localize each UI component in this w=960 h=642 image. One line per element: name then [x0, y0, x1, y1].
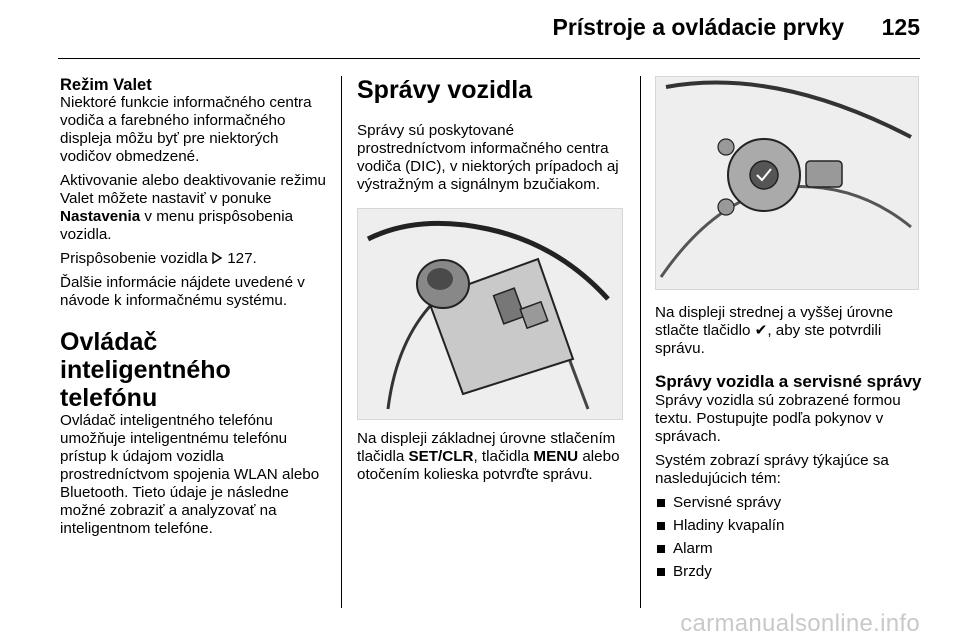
phone-heading: Ovládač inteligentného telefónu — [60, 328, 231, 412]
list-item: Servisné správy — [655, 494, 923, 512]
valet-paragraph-3 — [60, 250, 330, 268]
settings-term: Nastavenia — [60, 208, 141, 225]
turn-signal-lever-illustration — [357, 208, 623, 420]
header-rule — [58, 58, 920, 59]
topic-list — [655, 494, 923, 581]
vm-p2-post: alebo otočením kolieska potvrďte správu. — [357, 448, 620, 483]
menu-term: MENU — [533, 448, 579, 465]
valet-p3-pre: Prispôsobenie vozidla — [60, 250, 212, 267]
arrow-ref-icon — [212, 250, 223, 267]
column-right — [655, 76, 923, 586]
column-left — [60, 76, 330, 544]
setclr-term: SET/CLR — [408, 448, 474, 465]
valet-p2-pre: Aktivovanie alebo deaktivovanie režimu Valet môžete nastaviť v ponuke — [60, 172, 326, 207]
page-number: 125 — [881, 14, 920, 40]
valet-paragraph-2 — [60, 172, 330, 244]
list-item: Alarm — [655, 540, 923, 558]
column-middle — [357, 76, 627, 490]
list-item: Brzdy — [655, 563, 923, 581]
list-item: Hladiny kvapalín — [655, 517, 923, 535]
vehicle-service-paragraph-2: Systém zobrazí správy týkajúce sa nasledujúcich tém: — [655, 452, 889, 487]
phone-paragraph-1: Ovládač inteligentného telefónu umožňuje inteligentnému telefónu prístup k údajom vozidla prostredníctvom spojenia WLAN alebo Bluetooth. Tieto údaje je následne možné zobraziť a analyzovať na inteligentnom telefóne. — [60, 412, 320, 537]
confirm-pre: Na displeji strednej a vyššej úrovne stlačte tlačidlo — [655, 304, 894, 339]
header-title: Prístroje a ovládacie prvky — [552, 14, 844, 40]
column-divider-1 — [341, 76, 342, 608]
steering-wheel-controls-illustration — [655, 76, 919, 290]
page-reference[interactable]: 127. — [227, 250, 257, 267]
check-icon: ✔ — [754, 322, 768, 339]
vehicle-service-paragraph-1: Správy vozidla sú zobrazené formou textu. Postupujte podľa pokynov v správach. — [655, 392, 901, 445]
valet-paragraph-1: Niektoré funkcie informačného centra vodiča a farebného informačného displeja môžu byť pre niektorých vodičov obmedzené. — [60, 94, 312, 165]
confirm-post: , aby ste potvrdili správu. — [655, 322, 882, 357]
vehicle-service-heading: Správy vozidla a servisné správy — [655, 372, 922, 391]
watermark: carmanualsonline.info — [680, 610, 920, 637]
vehicle-messages-paragraph-1: Správy sú poskytované prostredníctvom informačného centra vodiča (DIC), v niektorých prípadoch aj výstražným a signálnym bzučiakom. — [357, 122, 619, 193]
column-divider-2 — [640, 76, 641, 608]
valet-paragraph-4: Ďalšie informácie nájdete uvedené v návode k informačnému systému. — [60, 274, 305, 309]
valet-p2-post: v menu prispôsobenia vozidla. — [60, 208, 294, 243]
vehicle-messages-paragraph-2 — [357, 430, 627, 484]
valet-heading: Režim Valet — [60, 76, 152, 94]
vm-p2-pre: Na displeji základnej úrovne stlačením tlačidla — [357, 430, 616, 465]
vm-p2-mid: , tlačidla — [473, 448, 534, 465]
vehicle-messages-heading: Správy vozidla — [357, 76, 533, 104]
confirm-paragraph — [655, 304, 923, 358]
